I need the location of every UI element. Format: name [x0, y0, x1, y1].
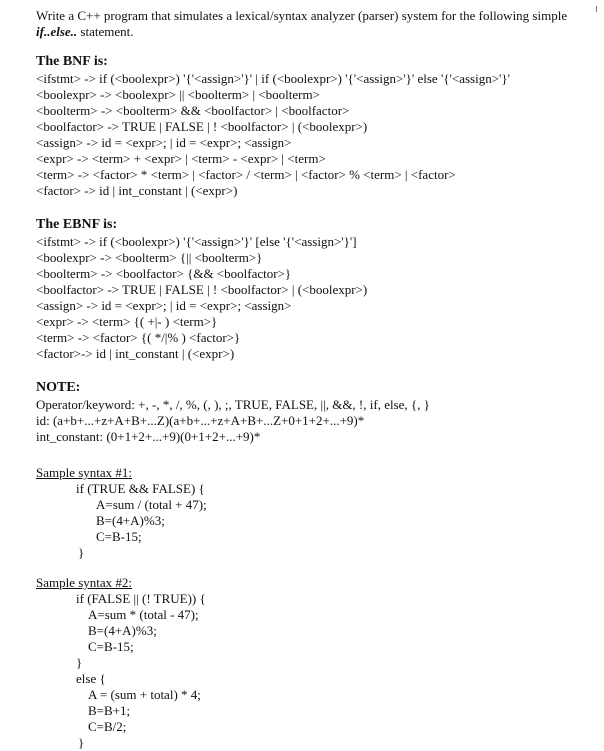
intro-emphasis: if..else..: [36, 24, 78, 39]
sample-2-line: B=B+1;: [88, 703, 131, 718]
intro-paragraph: [36, 8, 596, 40]
bnf-rule-expr: <expr> -> <term> + <expr> | <term> - <expr> | <term>: [36, 151, 326, 166]
ebnf-rule-factor: <factor>-> id | int_constant | (<expr>): [36, 346, 235, 361]
sample-2-line: }: [76, 655, 83, 670]
sample-1-code: [36, 481, 596, 561]
ebnf-rule-assign: <assign> -> id = <expr>; | id = <expr>; <assign>: [36, 298, 292, 313]
bnf-rule-term: <term> -> <factor> * <term> | <factor> / <term> | <factor> % <term> | <factor>: [36, 167, 456, 182]
sample-2-line: if (FALSE || (! TRUE)) {: [76, 591, 206, 606]
note-heading: NOTE:: [36, 380, 81, 395]
note-body: [36, 397, 596, 445]
bnf-rule-boolfactor: <boolfactor> -> TRUE | FALSE | ! <boolfactor> | (<boolexpr>): [36, 119, 368, 134]
ebnf-rule-ifstmt: <ifstmt> -> if (<boolexpr>) '{'<assign>'}' [else '{'<assign>'}']: [36, 234, 357, 249]
note-id-definition: id: (a+b+...+z+A+B+...Z)(a+b+...+z+A+B+...Z+0+1+2+...+9)*: [36, 413, 365, 428]
sample-2-line: C=B-15;: [88, 639, 134, 654]
note-operators: Operator/keyword: +, -, *, /, %, (, ), ;, TRUE, FALSE, ||, &&, !, if, else, {, }: [36, 397, 430, 412]
bnf-rule-boolterm: <boolterm> -> <boolterm> && <boolfactor> | <boolfactor>: [36, 103, 350, 118]
sample-2-line: C=B/2;: [88, 719, 127, 734]
ebnf-rule-boolfactor: <boolfactor> -> TRUE | FALSE | ! <boolfactor> | (<boolexpr>): [36, 282, 368, 297]
sample-2-title: Sample syntax #2:: [36, 575, 133, 590]
sample-1-line: }: [78, 545, 85, 560]
sample-1-line: if (TRUE && FALSE) {: [76, 481, 205, 496]
bnf-rule-factor: <factor> -> id | int_constant | (<expr>): [36, 183, 238, 198]
ebnf-rules: [36, 234, 596, 362]
sample-2-line: B=(4+A)%3;: [88, 623, 157, 638]
ebnf-rule-boolexpr: <boolexpr> -> <boolterm> {|| <boolterm>}: [36, 250, 263, 265]
sample-1-line: A=sum / (total + 47);: [96, 497, 207, 512]
document-page: [36, 6, 596, 751]
intro-line-1: Write a C++ program that simulates a lexical/syntax analyzer (parser) system for the following simple: [36, 8, 568, 23]
margin-mark: [596, 6, 599, 12]
ebnf-rule-boolterm: <boolterm> -> <boolfactor> {&& <boolfactor>}: [36, 266, 292, 281]
ebnf-rule-expr: <expr> -> <term> {( +|- ) <term>}: [36, 314, 218, 329]
ebnf-heading: The EBNF is:: [36, 217, 118, 232]
sample-2-line: A=sum * (total - 47);: [88, 607, 199, 622]
bnf-rules: [36, 71, 596, 199]
sample-2-line: }: [78, 735, 85, 750]
sample-1-line: B=(4+A)%3;: [96, 513, 165, 528]
bnf-rule-ifstmt: <ifstmt> -> if (<boolexpr>) '{'<assign>'}' | if (<boolexpr>) '{'<assign>'}' else '{'<assign>'}': [36, 71, 510, 86]
bnf-heading: The BNF is:: [36, 54, 108, 69]
sample-1-line: C=B-15;: [96, 529, 142, 544]
ebnf-rule-term: <term> -> <factor> {( */|% ) <factor>}: [36, 330, 241, 345]
intro-line-2-rest: statement.: [77, 24, 134, 39]
intro-line-2: [36, 24, 596, 40]
sample-2-line: A = (sum + total) * 4;: [88, 687, 201, 702]
note-int-constant-definition: int_constant: (0+1+2+...+9)(0+1+2+...+9)*: [36, 429, 261, 444]
bnf-rule-assign: <assign> -> id = <expr>; | id = <expr>; <assign>: [36, 135, 292, 150]
sample-2-line: else {: [76, 671, 106, 686]
bnf-rule-boolexpr: <boolexpr> -> <boolexpr> || <boolterm> | <boolterm>: [36, 87, 320, 102]
sample-2-code: [36, 591, 596, 751]
sample-1-title: Sample syntax #1:: [36, 465, 133, 480]
